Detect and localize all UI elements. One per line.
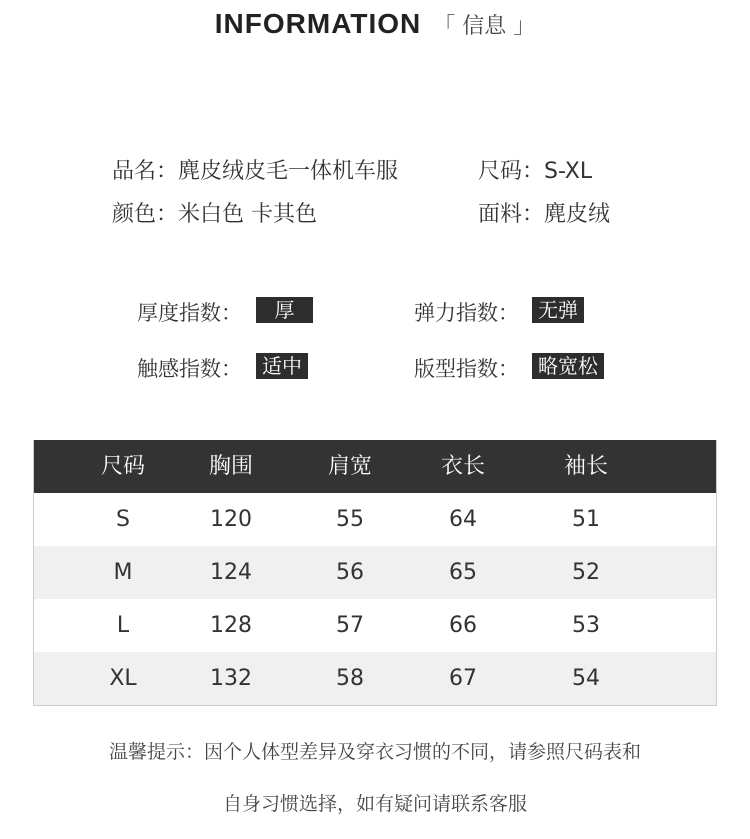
table-cell: 56 (336, 560, 364, 585)
size-table (33, 440, 717, 706)
fit-index-label: 版型指数： (414, 357, 519, 381)
product-size-range: 尺码：S-XL (478, 159, 593, 184)
page-title-en: INFORMATION (214, 8, 422, 39)
fit-index-badge: 略宽松 (532, 353, 604, 379)
product-name: 品名：麂皮绒皮毛一体机车服 (112, 159, 399, 184)
elasticity-index-label: 弹力指数： (414, 301, 519, 325)
thickness-index-label: 厚度指数： (137, 301, 242, 325)
table-row (34, 599, 716, 652)
page-header (0, 8, 750, 40)
table-cell: 51 (572, 507, 600, 532)
table-row (34, 493, 716, 546)
table-cell: 128 (210, 613, 252, 638)
table-cell: 64 (449, 507, 477, 532)
elasticity-index-badge: 无弹 (532, 297, 584, 323)
table-cell: 67 (449, 666, 477, 691)
table-row (34, 546, 716, 599)
table-header-row (34, 440, 716, 493)
table-cell: 120 (210, 507, 252, 532)
table-cell: 66 (449, 613, 477, 638)
page-title-cn: 「 信息 」 (433, 13, 536, 39)
table-cell: 132 (210, 666, 252, 691)
size-tip-line-1: 温馨提示：因个人体型差异及穿衣习惯的不同，请参照尺码表和 (108, 741, 641, 763)
table-cell: L (116, 613, 130, 638)
touch-index-label: 触感指数： (137, 357, 242, 381)
table-header-cell: 衣长 (440, 454, 486, 479)
table-cell: 55 (336, 507, 364, 532)
table-header-cell: 袖长 (563, 454, 609, 479)
table-cell: 58 (336, 666, 364, 691)
table-cell: S (116, 507, 130, 532)
size-tip-line-2: 自身习惯选择，如有疑问请联系客服 (222, 793, 527, 815)
thickness-index-badge: 厚 (256, 297, 313, 323)
table-cell: XL (109, 666, 137, 691)
touch-index-badge: 适中 (256, 353, 308, 379)
product-fabric: 面料：麂皮绒 (478, 202, 611, 227)
table-cell: 65 (449, 560, 477, 585)
table-cell: 54 (572, 666, 600, 691)
table-header-cell: 尺码 (100, 454, 146, 479)
table-cell: M (113, 560, 133, 585)
table-cell: 53 (572, 613, 600, 638)
product-colors: 颜色：米白色 卡其色 (112, 202, 317, 227)
table-header-cell: 胸围 (208, 454, 254, 479)
table-row (34, 652, 716, 705)
table-cell: 52 (572, 560, 600, 585)
table-cell: 57 (336, 613, 364, 638)
table-header-cell: 肩宽 (327, 454, 373, 479)
table-cell: 124 (210, 560, 252, 585)
